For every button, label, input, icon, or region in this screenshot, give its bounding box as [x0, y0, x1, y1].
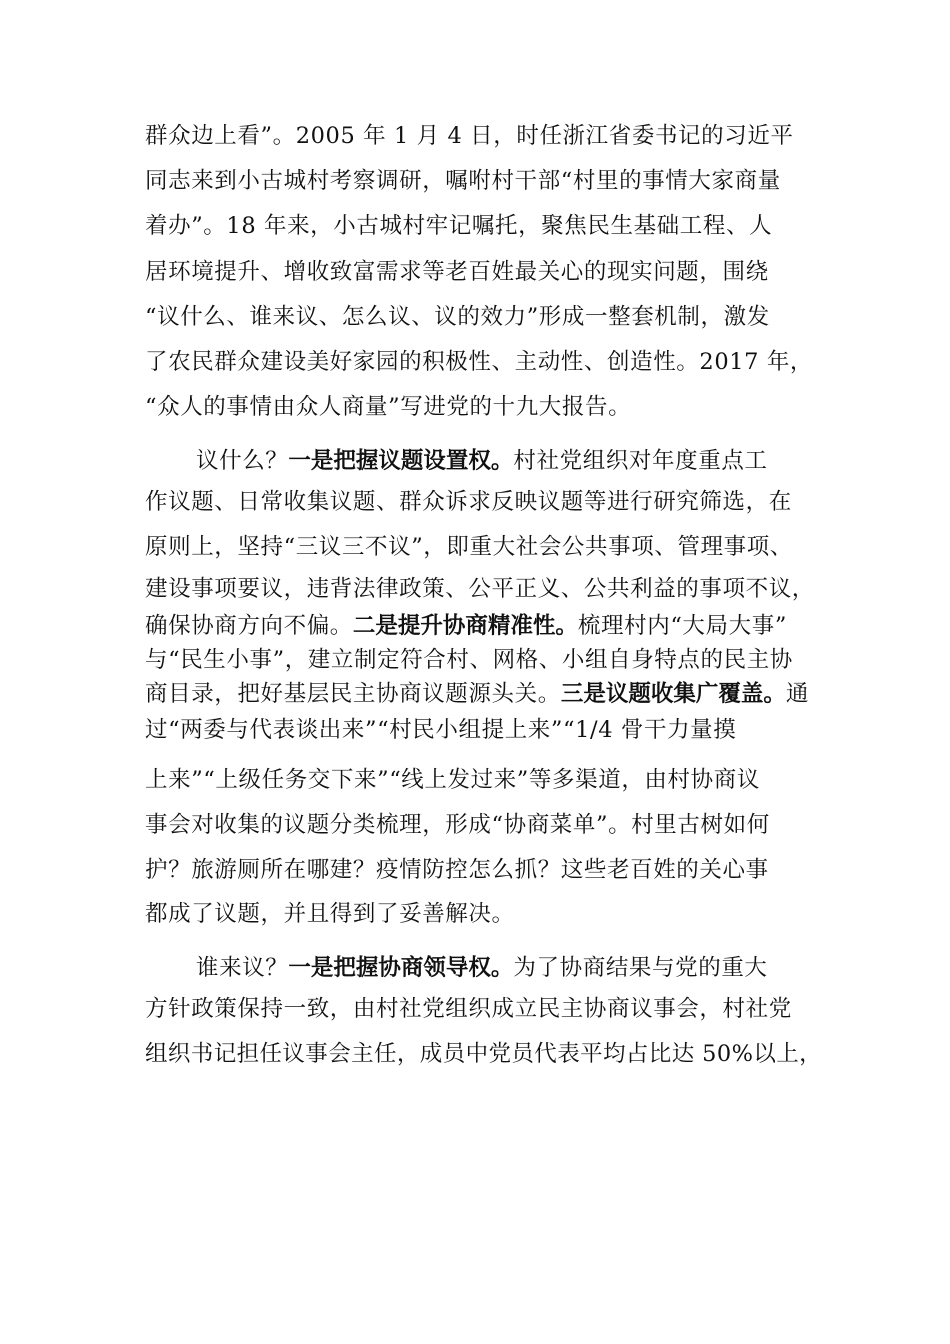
- line-text: 群众边上看”。2005 年 1 月 4 日，时任浙江省委书记的习近平: [145, 123, 794, 149]
- bold-heading: 一是把握协商领导权。: [288, 955, 514, 981]
- line-text: 组织书记担任议事会主任，成员中党员代表平均占比达 50%以上，: [145, 1041, 823, 1067]
- line-text: 都成了议题，并且得到了妥善解决。: [145, 901, 515, 927]
- line-text: 居环境提升、增收致富需求等老百姓最关心的现实问题，围绕: [145, 259, 769, 285]
- line-text: 事会对收集的议题分类梳理，形成“协商菜单”。村里古树如何: [145, 812, 770, 838]
- text-line: [145, 166, 781, 196]
- line-text: 商目录，把好基层民主协商议题源头关。: [145, 681, 561, 707]
- text-line: [145, 532, 793, 562]
- line-text: 建设事项要议，违背法律政策、公平正义、公共利益的事项不议，: [145, 576, 815, 602]
- text-line: [145, 1039, 822, 1069]
- text-line: [145, 645, 793, 675]
- line-text: 与“民生小事”，建立制定符合村、网格、小组自身特点的民主协: [145, 647, 793, 673]
- bold-heading: 一是把握议题设置权。: [288, 448, 514, 474]
- line-text: 谁来议？: [196, 955, 289, 981]
- line-text: 议什么？: [196, 448, 289, 474]
- line-text: 护？旅游厕所在哪建？疫情防控怎么抓？这些老百姓的关心事: [145, 857, 769, 883]
- line-text: 过“两委与代表谈出来”“村民小组提上来”“1/4 骨干力量摸: [145, 717, 737, 743]
- line-text: 作议题、日常收集议题、群众诉求反映议题等进行研究筛选，在: [145, 489, 792, 515]
- line-text: 村社党组织对年度重点工: [513, 448, 768, 474]
- line-text: “众人的事情由众人商量”写进党的十九大报告。: [145, 394, 632, 420]
- text-line: [145, 855, 769, 885]
- line-text: 梳理村内“大局大事”: [577, 613, 787, 639]
- line-text: 着办”。18 年来，小古城村牢记嘱托，聚焦民生基础工程、人: [145, 213, 773, 239]
- line-text: 了农民群众建设美好家园的积极性、主动性、创造性。2017 年，: [145, 349, 814, 375]
- text-line: [145, 994, 792, 1024]
- bold-heading: 二是提升协商精准性。: [352, 613, 578, 639]
- text-line: [145, 121, 794, 151]
- text-line: [145, 899, 515, 929]
- line-text: 原则上，坚持“三议三不议”，即重大社会公共事项、管理事项、: [145, 534, 793, 560]
- text-line: [145, 347, 813, 377]
- text-line: [145, 765, 760, 795]
- text-line: [145, 611, 787, 641]
- text-line: [145, 302, 770, 332]
- text-line: [145, 715, 736, 745]
- line-text: 通: [785, 681, 809, 707]
- paragraph-start-line: [196, 953, 768, 983]
- line-text: 上来”“上级任务交下来”“线上发过来”等多渠道，由村协商议: [145, 767, 760, 793]
- text-line: [145, 392, 631, 422]
- bold-heading: 三是议题收集广覆盖。: [560, 681, 786, 707]
- text-line: [145, 257, 769, 287]
- text-line: [145, 211, 772, 241]
- text-line: [145, 679, 809, 709]
- line-text: “议什么、谁来议、怎么议、议的效力”形成一整套机制，激发: [145, 304, 770, 330]
- text-line: [145, 810, 770, 840]
- text-line: [145, 574, 815, 604]
- line-text: 确保协商方向不偏。: [145, 613, 353, 639]
- line-text: 方针政策保持一致，由村社党组织成立民主协商议事会，村社党: [145, 996, 792, 1022]
- paragraph-start-line: [196, 446, 768, 476]
- line-text: 为了协商结果与党的重大: [513, 955, 768, 981]
- text-line: [145, 487, 792, 517]
- line-text: 同志来到小古城村考察调研，嘱咐村干部“村里的事情大家商量: [145, 168, 781, 194]
